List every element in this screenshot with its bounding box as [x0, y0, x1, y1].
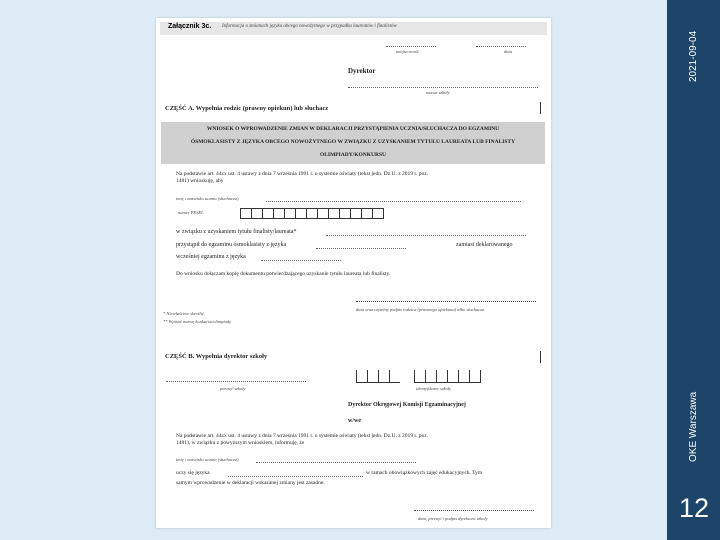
page-number: 12 [678, 493, 710, 523]
old-language-field[interactable] [261, 259, 341, 261]
part-b-language-field[interactable] [228, 475, 363, 477]
pesel-field[interactable] [240, 208, 383, 219]
stamp-label: pieczęć szkoły [220, 386, 246, 391]
exam-line-c: wcześniej egzaminu z języka [176, 254, 246, 260]
new-language-field[interactable] [316, 247, 406, 249]
slide-date: 2021-09-04 [688, 30, 699, 82]
part-b-title: CZĘŚĆ B. Wypełnia dyrektor szkoły [165, 353, 268, 360]
signature-a-label: data oraz czytelny podpis rodzica (prawnego opiekuna) albo słuchacza [356, 307, 485, 312]
attachment-header [160, 22, 547, 35]
place-line [386, 45, 436, 47]
footnote-1: * Niewłaściwe skreślić. [163, 311, 205, 316]
signature-a-line[interactable] [356, 301, 536, 302]
grey-line-3: OLIMPIADY/KONKURSU [319, 152, 386, 158]
school-label: nazwa szkoły [426, 90, 450, 95]
school-code-field[interactable] [356, 370, 481, 383]
part-b-student-field[interactable] [256, 461, 416, 463]
laureate-line: w związku z uzyskaniem tytułu finalisty/laureata* [176, 229, 297, 235]
request-title-box [161, 122, 545, 164]
intro-text: Na podstawie art. 44zx ust. 4 ustawy z dnia 7 września 1991 r. o systemie oświaty (tekst jedn. Dz.U. z 2019 r. poz. 1481) wnioskuję, aby [176, 171, 429, 184]
school-line [348, 86, 538, 88]
part-b-marker [540, 351, 541, 363]
date-label: data [504, 49, 513, 54]
header-info: Informacja o zmianach języka obcego nowożytnego w przypadku laureatów i finalistów [222, 24, 397, 29]
part-b-line3: uczy się języka [176, 470, 210, 476]
attach-note: Do wniosku dołączam kopię dokumentu potwierdzającego uzyskanie tytułu laureata lub finalisty. [176, 271, 391, 277]
competition-field[interactable] [326, 234, 526, 236]
part-b-line3b: w ramach obowiązkowych zajęć edukacyjnych. Tym [366, 470, 483, 476]
footnote-2: ** Wpisać nazwę konkursu/olimpiady [163, 319, 232, 324]
grey-line-1: WNIOSEK O WPROWADZENIE ZMIAN W DEKLARACJI PRZYSTĄPIENIA UCZNIA/SŁUCHACZA DO EGZAMINU [206, 126, 500, 132]
part-b-student-label: imię i nazwisko ucznia (słuchacza) [176, 457, 239, 462]
oke-title: Dyrektor Okręgowej Komisji Egzaminacyjnej [348, 402, 466, 408]
slide-organization: OKE Warszawa [688, 391, 699, 462]
student-field[interactable] [266, 200, 521, 202]
director-label: Dyrektor [348, 67, 376, 75]
grey-line-2: ÓSMOKLASISTY Z JĘZYKA OBCEGO NOWOŻYTNEGO W ZWIĄZKU Z UZYSKANIEM TYTUŁU LAUREATA LUB FINALISTY [190, 139, 516, 145]
signature-b-line[interactable] [414, 510, 534, 511]
date-line [476, 45, 526, 47]
exam-line-a: przystąpił do egzaminu ósmoklasisty z języka [176, 242, 287, 248]
document-page [156, 18, 551, 528]
part-b-text: Na podstawie art. 44zx ust. 4 ustawy z dnia 7 września 1991 r. o systemie oświaty (tekst jedn. Dz.U. z 2019 r. poz. 1481), w związku z powyższym wnioskiem, informuję, że [176, 433, 429, 446]
exam-line-b: zamiast deklarowanego [456, 242, 513, 248]
code-label: identyfikator szkoły [416, 386, 452, 391]
oke-city: w/we [348, 418, 361, 424]
part-a-marker [540, 102, 541, 114]
part-a-title: CZĘŚĆ A. Wypełnia rodzic (prawny opiekun) lub słuchacz [165, 105, 329, 112]
part-b-line4: samym wprowadzenie w deklaracji wskazanej zmiany jest zasadne. [176, 480, 325, 486]
stamp-line [166, 380, 306, 382]
attachment-label: Załącznik 3c. [168, 23, 212, 30]
place-label: miejscowość [396, 49, 419, 54]
signature-b-label: data, pieczęć i podpis dyrektora szkoły [418, 516, 488, 521]
pesel-label: numer PESEL [178, 210, 204, 215]
student-label: imię i nazwisko ucznia (słuchacza) [176, 196, 239, 201]
